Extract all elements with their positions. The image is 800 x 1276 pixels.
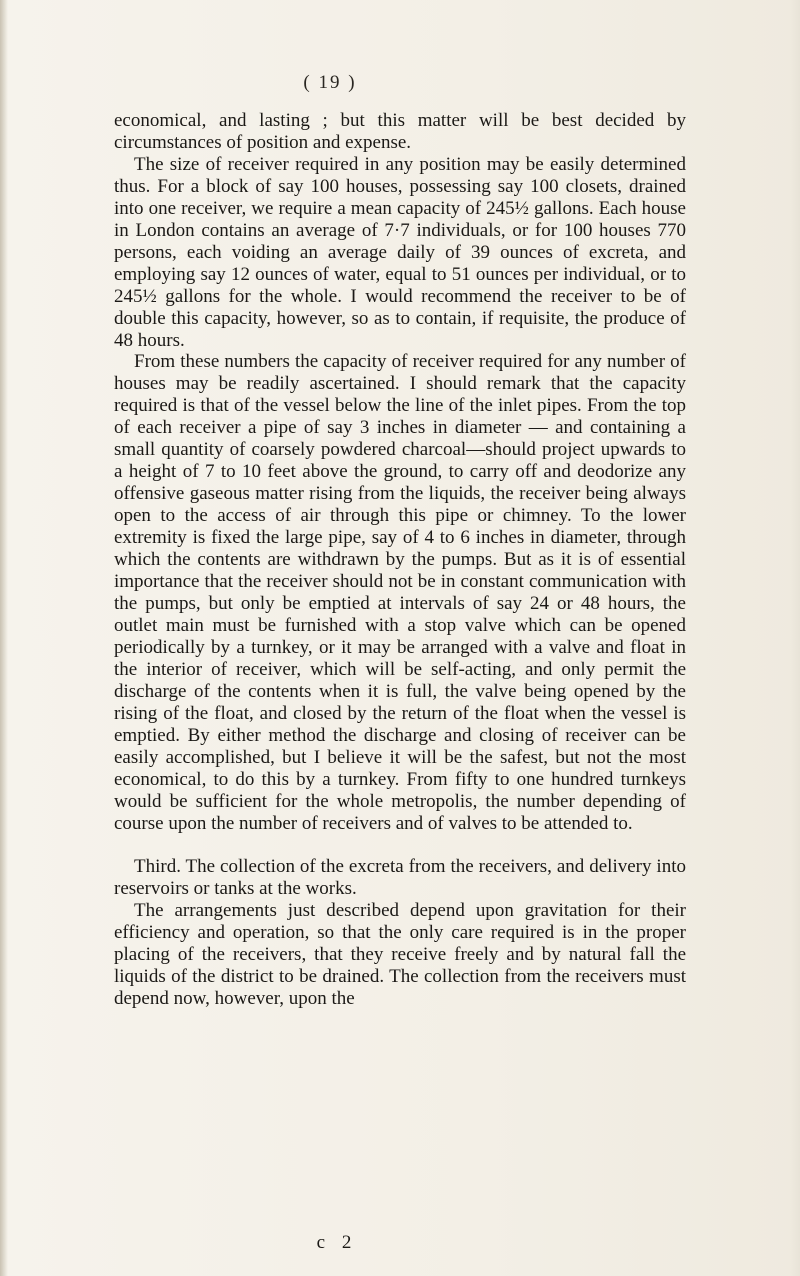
- binding-shadow: [0, 0, 8, 1276]
- page-edge: [790, 0, 800, 1276]
- page-number: ( 19 ): [303, 72, 357, 93]
- paragraph-arrangements: The arrangements just described depend upon gravitation for their efficiency and operation, so that the only care required is in the proper placing of the receivers, that they receive freely and by natural fall the liquids of the district to be drained. The collection from the receivers must depend now, however, upon the: [114, 900, 686, 1010]
- paragraph-receiver-size: The size of receiver required in any position may be easily determined thus. For a block of say 100 houses, possessing say 100 closets, drained into one receiver, we require a mean capacity of 245½ gallons. Each house in London contains an average of 7·7 individuals, or for 100 houses 770 persons, each voiding an average daily of 39 ounces of excreta, and employing say 12 ounces of water, equal to 51 ounces per individual, or to 245½ gallons for the whole. I would recommend the receiver to be of double this capacity, however, so as to contain, if requisite, the produce of 48 hours.: [114, 153, 686, 351]
- paragraph-continuation: economical, and lasting ; but this matter will be best decided by circumstances of position and expense.: [114, 110, 686, 153]
- paragraph-receiver-capacity: From these numbers the capacity of receiver required for any number of houses may be readily ascertained. I should remark that the capacity required is that of the vessel below the line of the inlet pipes. From the top of each receiver a pipe of say 3 inches in diameter — and containing a small quantity of coarsely powdered charcoal—should project upwards to a height of 7 to 10 feet above the ground, to carry off and deodorize any offensive gaseous matter rising from the liquids, the receiver being always open to the access of air through this pipe or chimney. To the lower extremity is fixed the large pipe, say of 4 to 6 inches in diameter, through which the contents are withdrawn by the pumps. But as it is of essential importance that the receiver should not be in constant communication with the pumps, but only be emptied at intervals of say 24 or 48 hours, the outlet main must be furnished with a stop valve which can be opened periodically by a turnkey, or it may be arranged with a valve and float in the interior of receiver, which will be self-acting, and only permit the discharge of the contents when it is full, the valve being opened by the rising of the float, and closed by the return of the float when the vessel is emptied. By either method the discharge and closing of receiver can be easily accomplished, but I believe it will be the safest, but not the most economical, to do this by a turnkey. From fifty to one hundred turnkeys would be sufficient for the whole metropolis, the number depending of course upon the number of receivers and of valves to be attended to.: [114, 351, 686, 834]
- signature-mark: c 2: [316, 1232, 358, 1253]
- body-text: [114, 110, 686, 1010]
- paragraph-third-heading: Third. The collection of the excreta from the receivers, and delivery into reservoirs or tanks at the works.: [114, 856, 686, 900]
